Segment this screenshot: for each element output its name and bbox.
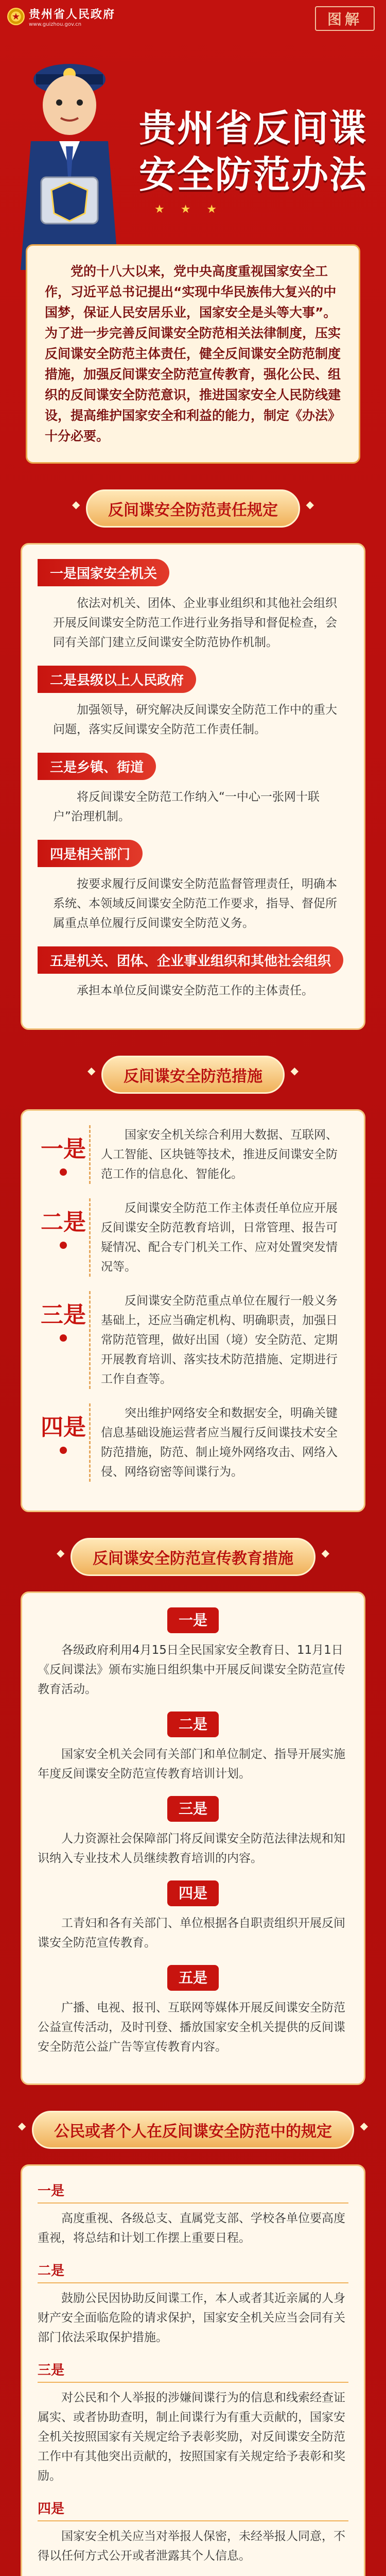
responsibility-body: 承担本单位反间谍安全防范工作的主体责任。 [77, 984, 313, 997]
rights-item [38, 2498, 348, 2566]
national-emblem-icon: ★ [7, 8, 25, 25]
measures-panel [21, 1109, 365, 1512]
responsibility-head: 一是国家安全机关 [38, 559, 169, 586]
responsibility-body: 按要求履行反间谍安全防范监督管理责任，明确本系统、本领域反间谍安全防范工作要求，指导、督促所属重点单位履行反间谍安全防范义务。 [53, 877, 337, 930]
education-item [38, 1796, 348, 1868]
rights-head: 四是 [38, 2498, 348, 2521]
rights-body: 高度重视、各级总支、直属党支部、学校各单位要高度重视，将总结和计划工作摆上重要日程。 [38, 2212, 345, 2245]
measure-item [38, 1403, 348, 1482]
education-number: 二是 [167, 1711, 219, 1737]
responsibility-body: 将反间谍安全防范工作纳入“一中心一张网十联户”治理机制。 [53, 790, 320, 823]
measure-body: 反间谍安全防范重点单位在履行一般义务基础上，还应当确定机构、明确职责，加强日常防范管理，做好出国（境）安全防范、定期开展教育培训、落实技术防范措施、定期进行工作自查等。 [89, 1291, 348, 1389]
education-panel [21, 1591, 365, 2085]
title-line-1: 贵州省反间谍 [139, 106, 368, 150]
decorative-stars: ★ ★ ★ [154, 203, 223, 216]
site-name: 贵州省人民政府 [29, 8, 116, 21]
responsibility-head: 五是机关、团体、企业事业组织和其他社会组织 [38, 946, 343, 974]
rights-item [38, 2260, 348, 2347]
education-body: 工青妇和各有关部门、单位根据各自职责组织开展反间谍安全防范宣传教育。 [38, 1917, 345, 1950]
education-body: 各级政府利用4月15日全民国家安全教育日、11月1日《反间谍法》颁布实施日组织集中开展反间谍安全防范宣传教育活动。 [38, 1643, 345, 1696]
measure-item [38, 1125, 348, 1184]
rights-head: 三是 [38, 2360, 348, 2383]
responsibility-item [38, 946, 348, 1001]
section-measures-title: ◆ 反间谍安全防范措施 ◆ [0, 1056, 386, 1094]
education-item [38, 1711, 348, 1784]
responsibility-item [38, 559, 348, 652]
dot-icon [60, 1242, 67, 1249]
measure-number: 四是 [38, 1403, 89, 1454]
intro-text: 党的十八大以来，党中央高度重视国家安全工作，习近平总书记提出“实现中华民族伟大复兴的中国梦，保证人民安居乐业，国家安全是头等大事”。为了进一步完善反间谍安全防范相关法律制度，压实反间谍安全防范主体责任，健全反间谍安全防范制度措施，加强反间谍安全防范宣传教育，强化公民、组织的反间谍安全防范意识，推进国家安全人民防线建设，提高维护国家安全和利益的能力，制定《办法》十分必要。 [45, 264, 341, 444]
education-number: 一是 [167, 1607, 219, 1633]
intro-box [26, 244, 360, 464]
rights-body: 鼓励公民因协助反间谍工作，本人或者其近亲属的人身财产安全面临危险的请求保护，国家安全机关应当会同有关部门依法采取保护措施。 [38, 2292, 345, 2344]
education-number: 四是 [167, 1880, 219, 1906]
dot-icon [60, 1334, 67, 1342]
responsibility-body: 加强领导，研究解决反间谍安全防范工作中的重大问题，落实反间谍安全防范工作责任制。 [53, 703, 337, 736]
rights-item [38, 2360, 348, 2486]
responsibility-head: 二是县级以上人民政府 [38, 666, 196, 693]
section-education-title: ◆ 反间谍安全防范宣传教育措施 ◆ [0, 1538, 386, 1576]
measure-body: 突出维护网络安全和数据安全，明确关键信息基础设施运营者应当履行反间谍技术安全防范措施，防范、制止境外网络攻击、网络入侵、网络窃密等间谍行为。 [89, 1403, 348, 1482]
rights-item [38, 2180, 348, 2248]
hero-title [139, 105, 376, 198]
measure-body: 国家安全机关综合利用大数据、互联网、人工智能、区块链等技术，推进反间谍安全防范工作的信息化、智能化。 [89, 1125, 348, 1184]
dot-icon [60, 1447, 67, 1454]
section-responsibility-title: ◆ 反间谍安全防范责任规定 ◆ [0, 489, 386, 528]
measure-item [38, 1198, 348, 1277]
measure-number: 一是 [38, 1125, 89, 1176]
illustration-tag: 图解 [315, 6, 375, 31]
responsibility-body: 依法对机关、团体、企业事业组织和其他社会组织开展反间谍安全防范工作进行业务指导和督促检查，会同有关部门建立反间谍安全防范协作机制。 [53, 597, 337, 649]
police-officer-illustration [10, 43, 129, 270]
site-identity[interactable] [29, 6, 115, 27]
education-item [38, 1607, 348, 1699]
section-rights-title: ◆ 公民或者个人在反间谍安全防范中的规定 ◆ [0, 2111, 386, 2149]
education-body: 国家安全机关会同有关部门和单位制定、指导开展实施年度反间谍安全防范宣传教育培训计划。 [38, 1748, 345, 1781]
education-body: 广播、电视、报刊、互联网等媒体开展反间谍安全防范公益宣传活动，及时刊登、播放国家安全机关提供的反间谍安全防范公益广告等宣传教育内容。 [38, 2001, 345, 2054]
measure-number: 三是 [38, 1291, 89, 1342]
site-url: www.guizhou.gov.cn [29, 22, 82, 27]
rights-body: 对公民和个人举报的涉嫌间谍行为的信息和线索经查证属实、或者协助查明，制止间谍行为有重大贡献的，国家安全机关按照国家有关规定给予表彰奖励，对反间谍安全防范工作中有其他突出贡献的，按照国家有关规定给予表彰和奖励。 [38, 2391, 345, 2483]
responsibility-head: 三是乡镇、街道 [38, 753, 156, 780]
title-line-2: 安全防范办法 [139, 152, 368, 196]
header [0, 0, 386, 33]
responsibility-item [38, 840, 348, 933]
rights-body: 国家安全机关应当对举报人保密，未经举报人同意，不得以任何方式公开或者泄露其个人信息。 [38, 2530, 345, 2563]
education-number: 五是 [167, 1965, 219, 1991]
measure-number: 二是 [38, 1198, 89, 1249]
responsibility-item [38, 753, 348, 826]
rights-panel [21, 2164, 365, 2576]
education-body: 人力资源社会保障部门将反间谍安全防范法律法规和知识纳入专业技术人员继续教育培训的内容。 [38, 1832, 345, 1865]
rights-head: 一是 [38, 2180, 348, 2204]
responsibility-head: 四是相关部门 [38, 840, 143, 867]
education-item [38, 1880, 348, 1953]
measure-item [38, 1291, 348, 1389]
responsibility-item [38, 666, 348, 739]
rights-head: 二是 [38, 2260, 348, 2283]
measure-body: 反间谍安全防范工作主体责任单位应开展反间谍安全防范教育培训，日常管理、报告可疑情况、配合专门机关工作、应对处置突发情况等。 [89, 1198, 348, 1277]
dot-icon [60, 1168, 67, 1176]
education-number: 三是 [167, 1796, 219, 1822]
responsibility-panel [21, 543, 365, 1030]
education-item [38, 1965, 348, 2057]
